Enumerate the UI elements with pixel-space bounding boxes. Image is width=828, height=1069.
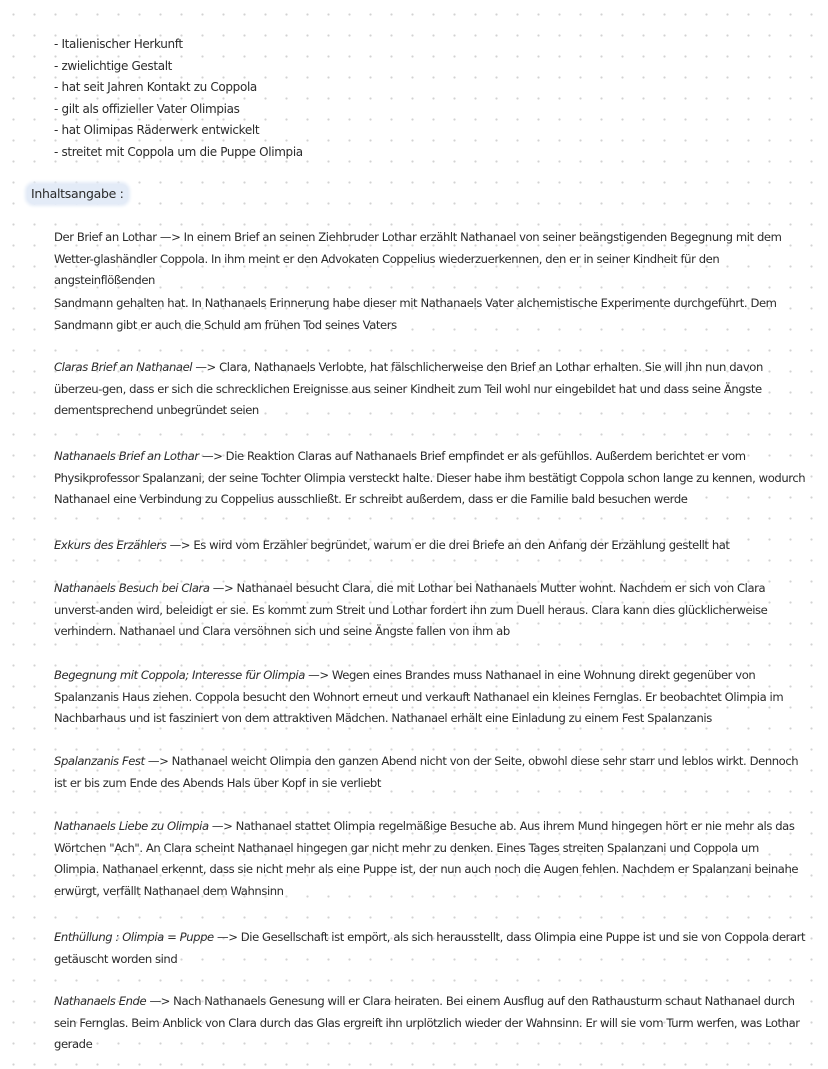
paragraph-claras-brief — [54, 357, 806, 422]
paragraph-sandmann — [54, 293, 806, 336]
paragraph-besuch-bei-clara — [54, 578, 806, 643]
section-heading-inhaltsangabe: Inhaltsangabe : — [27, 184, 128, 204]
paragraph-nathanaels-ende — [54, 991, 806, 1056]
paragraph-label: Nathanaels Besuch bei Clara — [54, 581, 210, 595]
paragraph-label: Nathanaels Ende — [54, 994, 147, 1008]
paragraph-text: —> Clara, Nathanaels Verlobte, hat fälschlicherweise den Brief an Lothar erhalten. Sie will ihn nun davon überzeu-gen, dass er sich die schrecklichen Ereignisse aus seiner Kindheit zum Teil wohl nur eingebildet hat und dass seine Ängste dementsprechend unbegründet seien — [54, 360, 763, 418]
paragraph-label: Enthüllung : Olimpia = Puppe — [54, 930, 214, 944]
paragraph-begegnung-coppola — [54, 665, 806, 730]
list-item: - hat Olimipas Räderwerk entwickelt — [54, 123, 260, 137]
list-item: - streitet mit Coppola um die Puppe Olimpia — [54, 144, 303, 159]
list-item: - zwielichtige Gestalt — [54, 58, 173, 73]
list-item: - Italienischer Herkunft — [54, 37, 183, 51]
paragraph-text: —> Nathanael besucht Clara, die mit Lothar bei Nathanaels Mutter wohnt. Nachdem er sich von Clara unverst-anden wird, beleidigt er sie. Es kommt zum Streit und Lothar fordert ihn zum Duell heraus. Clara kann dies glücklicherweise verhindern. Nathanael und Clara versöhnen sich und seine Ängste fallen von ihm ab — [54, 581, 768, 639]
herkunft-list — [54, 34, 303, 163]
paragraph-label: Claras Brief an Nathanael — [54, 360, 193, 374]
list-item: - hat seit Jahren Kontakt zu Coppola — [54, 80, 257, 94]
paragraph-liebe-zu-olimpia — [54, 816, 806, 903]
paragraph-nathanaels-brief — [54, 446, 806, 511]
paragraph-text: —> Nach Nathanaels Genesung will er Clara heiraten. Bei einem Ausflug auf den Rathausturm schaut Nathanael durch sein Fernglas. Beim Anblick von Clara durch das Glas ergreift ihn urplötzlich wieder der Wahnsinn. Er will sie vom Turm werfen, was Lothar gerade — [54, 994, 800, 1052]
paragraph-enthuellung — [54, 927, 806, 970]
paragraph-text: —> In einem Brief an seinen Ziehbruder Lothar erzählt Nathanael von seiner beängstigenden Begegnung mit dem Wetter-glashändler Coppola. In ihm meint er den Advokaten Coppelius wiederzuerkennen, den er in seiner Kindheit für den angsteinflößenden — [54, 230, 782, 288]
paragraph-exkurs — [54, 535, 806, 557]
paragraph-text: —> Die Reaktion Claras auf Nathanaels Brief empfindet er als gefühllos. Außerdem berichtet er vom Physikprofessor Spalanzani, der seine Tochter Olimpia versteckt halte. Dieser habe ihm bestätigt Coppola schon lange zu kennen, wodurch Nathanael eine Verbindung zu Coppelius ausschließt. Er schreibt außerdem, dass er die Familie bald besuchen werde — [54, 449, 806, 507]
paragraph-spalanzanis-fest — [54, 751, 806, 794]
paragraph-label: Spalanzanis Fest — [54, 754, 145, 768]
paragraph-label: Begegnung mit Coppola; Interesse für Olimpia — [54, 668, 305, 682]
paragraph-label: Nathanaels Liebe zu Olimpia — [54, 819, 209, 833]
paragraph-text: —> Wegen eines Brandes muss Nathanael in eine Wohnung direkt gegenüber von Spalanzanis Haus ziehen. Coppola besucht den Wohnort erneut und verkauft Nathanael ein kleines Fernglas. Er beobachtet Olimpia im Nachbarhaus und ist fasziniert von dem attraktiven Mädchen. Nathanael erhält eine Einladung zu einem Fest Spalanzanis — [54, 668, 784, 726]
paragraph-label: Exkurs des Erzählers — [54, 538, 167, 552]
list-item: - gilt als offizieller Vater Olimpias — [54, 101, 240, 116]
paragraph-label: Nathanaels Brief an Lothar — [54, 449, 199, 463]
paragraph-text: —> Nathanael weicht Olimpia den ganzen Abend nicht von der Seite, obwohl diese sehr starr und leblos wirkt. Dennoch ist er bis zum Ende des Abends Hals über Kopf in sie verliebt — [54, 754, 799, 790]
paragraph-text: —> Nathanael stattet Olimpia regelmäßige Besuche ab. Aus ihrem Mund hingegen hört er nie mehr als das Wörtchen "Ach". An Clara scheint Nathanael hingegen gar nicht mehr zu denken. Eines Tages streiten Spalanzani und Coppola um Olimpia. Nathanael erkennt, dass sie nicht mehr als eine Puppe ist, der nun auch noch die Augen fehlen. Nachdem er Spalanzani beinahe erwürgt, verfällt Nathanael dem Wahnsinn — [54, 819, 799, 899]
paragraph-text: —> Die Gesellschaft ist empört, als sich herausstellt, dass Olimpia eine Puppe ist und sie von Coppola derart getäuscht worden sind — [54, 930, 806, 966]
paragraph-brief-an-lothar — [54, 227, 806, 292]
paragraph-label: Der Brief an Lothar — [54, 230, 157, 244]
paragraph-text: —> Es wird vom Erzähler begründet, warum er die drei Briefe an den Anfang der Erzählung gestellt hat — [166, 538, 730, 552]
paragraph-text: Sandmann gehalten hat. In Nathanaels Erinnerung habe dieser mit Nathanaels Vater alchemistische Experimente durchgeführt. Dem Sandmann gibt er auch die Schuld am frühen Tod seines Vaters — [54, 296, 777, 332]
